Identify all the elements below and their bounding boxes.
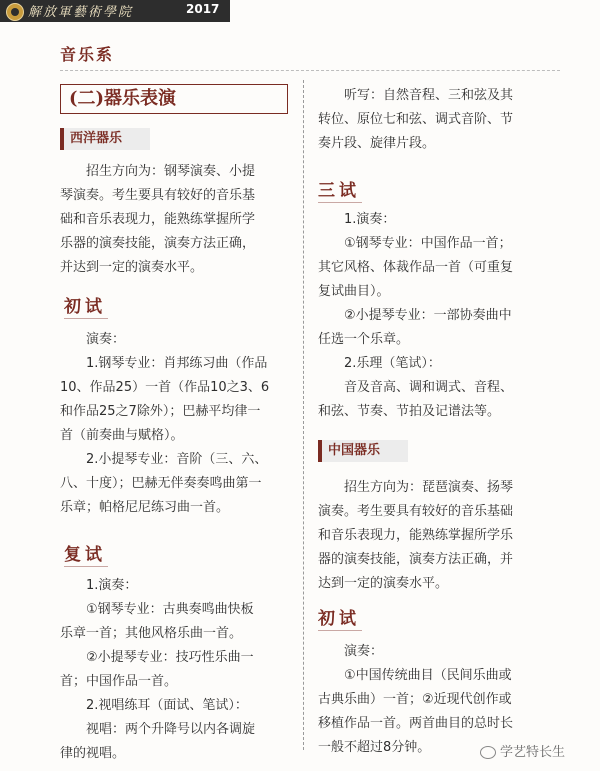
heading-round2-left — [64, 540, 106, 565]
heading-rule — [64, 566, 108, 567]
heading-round1-left — [64, 292, 106, 317]
round1-left-text: 演奏： 1.钢琴专业：肖邦练习曲（作品 10、作品25）一首（作品10之3、6 和作品25之7除外）；巴赫平均律一 首（前奏曲与赋格）。 2.小提琴专业：音阶（三、六、 八、十度）；巴赫无伴奏奏鸣曲第一 乐章；帕格尼尼练习曲一首。 — [60, 332, 270, 515]
heading-rule — [318, 202, 362, 203]
heading-text: 初试 — [318, 609, 360, 629]
heading-text: 初试 — [64, 297, 106, 317]
department-title: 音乐系 — [60, 45, 115, 64]
round2-left-text: 1.演奏： ①钢琴专业：古典奏鸣曲快板 乐章一首；其他风格乐曲一首。 ②小提琴专业：技巧性乐曲一 首；中国作品一首。 2.视唱练耳（面试、笔试）： 视唱：两个升降号以内各调旋 律的视唱。 — [60, 578, 256, 761]
tag-western-instruments: 西洋器乐 — [60, 128, 150, 150]
heading-rule — [64, 318, 108, 319]
heading-rule — [318, 630, 362, 631]
school-name: 解放軍藝術學院 — [28, 5, 134, 20]
round1-right-text: 演奏： ①中国传统曲目（民间乐曲或 古典乐曲）一首；②近现代创作或 移植作品一首。两首曲目的总时长 一般不超过8分钟。 — [318, 644, 514, 755]
heading-text: 三试 — [318, 181, 360, 201]
header-banner — [0, 0, 230, 22]
chinese-intro: 招生方向为：琵琶演奏、扬琴 演奏。考生要具有较好的音乐基础 和音乐表现力，能熟练掌握所学乐 器的演奏技能，演奏方法正确，并 达到一定的演奏水平。 — [318, 480, 514, 591]
header-year: 2017 — [186, 2, 220, 16]
column-divider — [303, 80, 304, 750]
western-intro: 招生方向为：钢琴演奏、小提 琴演奏。考生要具有较好的音乐基 础和音乐表现力，能熟练掌握所学 乐器的演奏技能，演奏方法正确， 并达到一定的演奏水平。 — [60, 164, 256, 275]
tag-chinese-instruments: 中国器乐 — [318, 440, 408, 462]
heading-round1-right — [318, 604, 360, 629]
round3-right-text: 1.演奏： ①钢琴专业：中国作品一首； 其它风格、体裁作品一首（可重复 复试曲目）。 ②小提琴专业：一部协奏曲中 任选一个乐章。 2.乐理（笔试）： 音及音高、调和调式、音程、 和弦、节奏、节拍及记谱法等。 — [318, 212, 514, 419]
heading-text: 复试 — [64, 545, 106, 565]
dictation-text: 听写：自然音程、三和弦及其 转位、原位七和弦、调式音阶、节 奏片段、旋律片段。 — [318, 88, 514, 151]
header-divider — [60, 70, 560, 71]
chat-bubble-icon — [480, 746, 496, 759]
watermark — [480, 741, 565, 760]
section-title: (二)器乐表演 — [60, 84, 288, 114]
school-emblem-icon — [6, 3, 24, 21]
watermark-text: 学艺特长生 — [500, 745, 566, 760]
heading-round3-right — [318, 176, 360, 201]
